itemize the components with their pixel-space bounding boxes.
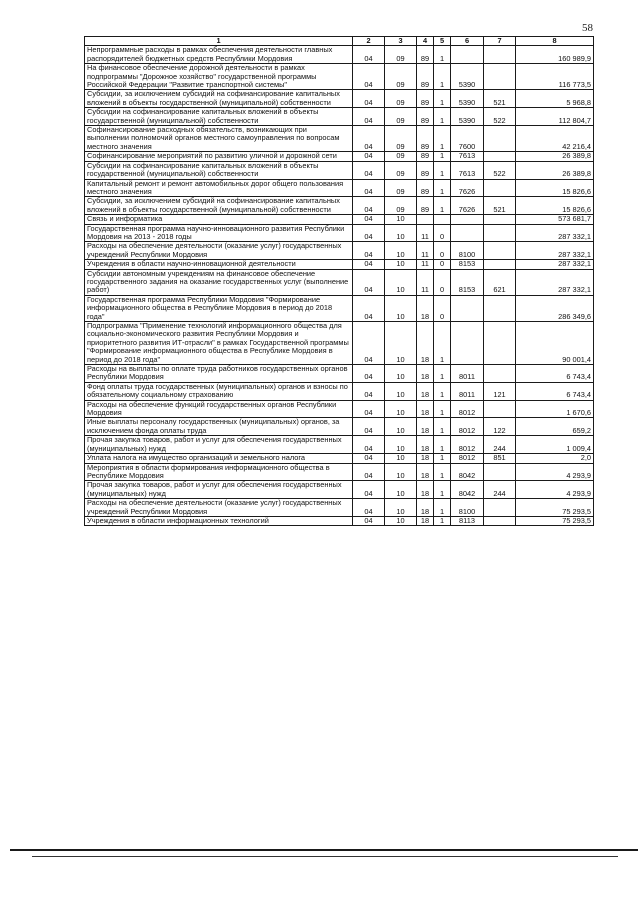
col-section-cell: 04 (353, 295, 385, 321)
table-row (85, 516, 594, 525)
col-program-cell: 18 (417, 454, 434, 463)
col-expense-type-cell (484, 322, 516, 365)
col-program-cell: 18 (417, 436, 434, 454)
col-name-cell: Государственная программа Республики Мордовия "Формирование информационного общества в Республике Мордовия в период до 2018 года" (85, 295, 353, 321)
col-subsection-cell: 10 (385, 516, 417, 525)
col-name-cell: Связь и информатика (85, 215, 353, 224)
col-expense-type-cell (484, 126, 516, 152)
page-number: 58 (582, 22, 593, 34)
col-name-cell: Государственная программа научно-инновационного развития Республики Мордовия на 2013 - 2018 годы (85, 224, 353, 242)
header-cell: 3 (385, 37, 417, 46)
col-target-cell: 5390 (451, 90, 484, 108)
col-amount-cell: 573 681,7 (516, 215, 594, 224)
col-target-cell: 5390 (451, 64, 484, 90)
col-subprogram-cell: 1 (434, 322, 451, 365)
col-subsection-cell: 10 (385, 365, 417, 383)
col-expense-type-cell: 121 (484, 382, 516, 400)
col-subprogram-cell: 1 (434, 418, 451, 436)
col-subsection-cell: 10 (385, 382, 417, 400)
col-program-cell: 11 (417, 224, 434, 242)
col-section-cell: 04 (353, 224, 385, 242)
table-row (85, 463, 594, 481)
col-expense-type-cell: 621 (484, 269, 516, 295)
col-expense-type-cell (484, 242, 516, 260)
col-subprogram-cell: 1 (434, 365, 451, 383)
col-name-cell: Софинансирование расходных обязательств, возникающих при выполнении полномочий органов местного самоуправления по вопросам местного значения (85, 126, 353, 152)
col-subprogram-cell: 1 (434, 108, 451, 126)
col-program-cell: 89 (417, 64, 434, 90)
col-target-cell: 8153 (451, 260, 484, 269)
col-target-cell: 8100 (451, 242, 484, 260)
table-row (85, 90, 594, 108)
col-target-cell: 8011 (451, 382, 484, 400)
col-name-cell: Расходы на обеспечение деятельности (оказание услуг) государственных учреждений Республики Мордовия (85, 499, 353, 517)
bottom-rule (10, 849, 638, 851)
col-name-cell: На финансовое обеспечение дорожной деятельности в рамках подпрограммы "Дорожное хозяйство" государственной программы Российской Федерации "Развитие транспортной системы" (85, 64, 353, 90)
col-expense-type-cell (484, 463, 516, 481)
col-name-cell: Субсидии, за исключением субсидий на софинансирование капитальных вложений в объекты государственной (муниципальной) собственности (85, 197, 353, 215)
table-header-row (85, 37, 594, 46)
col-target-cell: 8153 (451, 269, 484, 295)
col-amount-cell: 26 389,8 (516, 161, 594, 179)
header-cell: 8 (516, 37, 594, 46)
col-target-cell: 8012 (451, 418, 484, 436)
col-target-cell: 8113 (451, 516, 484, 525)
table-row (85, 481, 594, 499)
col-subprogram-cell: 1 (434, 64, 451, 90)
col-section-cell: 04 (353, 365, 385, 383)
table-row (85, 179, 594, 197)
col-amount-cell: 287 332,1 (516, 242, 594, 260)
col-subsection-cell: 10 (385, 260, 417, 269)
col-target-cell: 7600 (451, 126, 484, 152)
col-subsection-cell: 09 (385, 152, 417, 161)
col-amount-cell: 4 293,9 (516, 481, 594, 499)
col-amount-cell: 5 968,8 (516, 90, 594, 108)
col-section-cell: 04 (353, 197, 385, 215)
table-row (85, 418, 594, 436)
col-amount-cell: 287 332,1 (516, 224, 594, 242)
col-subsection-cell: 10 (385, 499, 417, 517)
col-subprogram-cell: 1 (434, 179, 451, 197)
table-row (85, 269, 594, 295)
col-expense-type-cell (484, 400, 516, 418)
col-section-cell: 04 (353, 322, 385, 365)
col-program-cell: 11 (417, 260, 434, 269)
col-expense-type-cell (484, 152, 516, 161)
col-section-cell: 04 (353, 499, 385, 517)
col-subprogram-cell: 1 (434, 152, 451, 161)
col-program-cell: 18 (417, 400, 434, 418)
table-row (85, 436, 594, 454)
col-program-cell: 11 (417, 269, 434, 295)
col-subprogram-cell: 1 (434, 400, 451, 418)
col-name-cell: Уплата налога на имущество организаций и земельного налога (85, 454, 353, 463)
col-amount-cell: 75 293,5 (516, 499, 594, 517)
col-target-cell: 8042 (451, 481, 484, 499)
table-row (85, 295, 594, 321)
col-name-cell: Субсидии на софинансирование капитальных вложений в объекты государственной (муниципальной) собственности (85, 108, 353, 126)
col-expense-type-cell: 521 (484, 197, 516, 215)
col-target-cell (451, 295, 484, 321)
col-expense-type-cell (484, 365, 516, 383)
table-row (85, 161, 594, 179)
table-row (85, 322, 594, 365)
col-subprogram-cell: 1 (434, 463, 451, 481)
col-subsection-cell: 10 (385, 215, 417, 224)
col-name-cell: Расходы на обеспечение функций государственных органов Республики Мордовия (85, 400, 353, 418)
col-subsection-cell: 10 (385, 481, 417, 499)
col-section-cell: 04 (353, 179, 385, 197)
col-subsection-cell: 09 (385, 108, 417, 126)
col-target-cell: 8012 (451, 436, 484, 454)
col-subsection-cell: 09 (385, 197, 417, 215)
table-row (85, 108, 594, 126)
col-subprogram-cell (434, 215, 451, 224)
col-name-cell: Учреждения в области научно-инновационной деятельности (85, 260, 353, 269)
col-expense-type-cell (484, 499, 516, 517)
col-amount-cell: 659,2 (516, 418, 594, 436)
col-section-cell: 04 (353, 152, 385, 161)
col-target-cell: 7626 (451, 179, 484, 197)
col-amount-cell: 112 804,7 (516, 108, 594, 126)
col-subprogram-cell: 0 (434, 260, 451, 269)
col-subprogram-cell: 1 (434, 197, 451, 215)
col-subprogram-cell: 1 (434, 161, 451, 179)
col-expense-type-cell: 522 (484, 108, 516, 126)
col-target-cell (451, 322, 484, 365)
col-amount-cell: 15 826,6 (516, 179, 594, 197)
table-row (85, 126, 594, 152)
col-target-cell: 8042 (451, 463, 484, 481)
col-subsection-cell: 09 (385, 64, 417, 90)
col-target-cell (451, 224, 484, 242)
col-subprogram-cell: 1 (434, 46, 451, 64)
col-name-cell: Субсидии на софинансирование капитальных вложений в объекты государственной (муниципальной) собственности (85, 161, 353, 179)
col-program-cell: 89 (417, 108, 434, 126)
col-subprogram-cell: 1 (434, 90, 451, 108)
col-program-cell: 89 (417, 179, 434, 197)
col-name-cell: Расходы на обеспечение деятельности (оказание услуг) государственных учреждений Республики Мордовия (85, 242, 353, 260)
col-section-cell: 04 (353, 215, 385, 224)
table-row (85, 64, 594, 90)
col-section-cell: 04 (353, 463, 385, 481)
col-name-cell: Прочая закупка товаров, работ и услуг для обеспечения государственных (муниципальных) нужд (85, 481, 353, 499)
col-section-cell: 04 (353, 269, 385, 295)
col-name-cell: Мероприятия в области формирования информационного общества в Республике Мордовия (85, 463, 353, 481)
col-subprogram-cell: 1 (434, 436, 451, 454)
col-amount-cell: 26 389,8 (516, 152, 594, 161)
col-section-cell: 04 (353, 64, 385, 90)
col-section-cell: 04 (353, 161, 385, 179)
col-target-cell: 8011 (451, 365, 484, 383)
col-program-cell: 18 (417, 382, 434, 400)
table-row (85, 382, 594, 400)
col-expense-type-cell: 851 (484, 454, 516, 463)
col-amount-cell: 6 743,4 (516, 365, 594, 383)
col-expense-type-cell (484, 179, 516, 197)
table-row (85, 152, 594, 161)
col-expense-type-cell (484, 46, 516, 64)
col-program-cell: 18 (417, 516, 434, 525)
table-row (85, 454, 594, 463)
col-section-cell: 04 (353, 242, 385, 260)
col-subsection-cell: 10 (385, 322, 417, 365)
col-amount-cell: 6 743,4 (516, 382, 594, 400)
col-amount-cell: 287 332,1 (516, 269, 594, 295)
budget-table (84, 36, 594, 526)
col-subprogram-cell: 1 (434, 382, 451, 400)
col-name-cell: Субсидии автономным учреждениям на финансовое обеспечение государственного задания на оказание государственных услуг (выполнение работ) (85, 269, 353, 295)
col-expense-type-cell (484, 260, 516, 269)
col-subsection-cell: 10 (385, 295, 417, 321)
col-amount-cell: 42 216,4 (516, 126, 594, 152)
col-program-cell: 89 (417, 90, 434, 108)
col-name-cell: Непрограммные расходы в рамках обеспечения деятельности главных распорядителей бюджетных средств Республики Мордовия (85, 46, 353, 64)
col-subsection-cell: 10 (385, 224, 417, 242)
col-expense-type-cell: 521 (484, 90, 516, 108)
col-target-cell: 7613 (451, 152, 484, 161)
col-target-cell: 8012 (451, 400, 484, 418)
col-program-cell: 18 (417, 481, 434, 499)
col-amount-cell: 4 293,9 (516, 463, 594, 481)
table-row (85, 215, 594, 224)
col-expense-type-cell (484, 516, 516, 525)
col-program-cell: 89 (417, 126, 434, 152)
table-row (85, 499, 594, 517)
col-subprogram-cell: 1 (434, 126, 451, 152)
col-section-cell: 04 (353, 126, 385, 152)
col-name-cell: Прочая закупка товаров, работ и услуг для обеспечения государственных (муниципальных) нужд (85, 436, 353, 454)
col-amount-cell: 1 670,6 (516, 400, 594, 418)
col-expense-type-cell: 244 (484, 481, 516, 499)
col-section-cell: 04 (353, 90, 385, 108)
col-subsection-cell: 09 (385, 179, 417, 197)
col-subsection-cell: 10 (385, 269, 417, 295)
col-section-cell: 04 (353, 436, 385, 454)
col-subprogram-cell: 0 (434, 269, 451, 295)
col-name-cell: Софинансирование мероприятий по развитию уличной и дорожной сети (85, 152, 353, 161)
col-target-cell (451, 46, 484, 64)
col-program-cell: 18 (417, 295, 434, 321)
header-cell: 5 (434, 37, 451, 46)
col-name-cell: Иные выплаты персоналу государственных (муниципальных) органов, за исключением фонда оплаты труда (85, 418, 353, 436)
col-section-cell: 04 (353, 46, 385, 64)
col-subsection-cell: 09 (385, 90, 417, 108)
col-name-cell: Капитальный ремонт и ремонт автомобильных дорог общего пользования местного значения (85, 179, 353, 197)
col-amount-cell: 15 826,6 (516, 197, 594, 215)
col-target-cell: 7613 (451, 161, 484, 179)
col-program-cell: 89 (417, 197, 434, 215)
col-amount-cell: 75 293,5 (516, 516, 594, 525)
col-expense-type-cell (484, 215, 516, 224)
col-section-cell: 04 (353, 516, 385, 525)
col-subprogram-cell: 0 (434, 242, 451, 260)
col-subprogram-cell: 1 (434, 516, 451, 525)
col-target-cell: 8100 (451, 499, 484, 517)
table-row (85, 46, 594, 64)
col-expense-type-cell (484, 64, 516, 90)
header-cell: 2 (353, 37, 385, 46)
table-row (85, 400, 594, 418)
col-expense-type-cell: 522 (484, 161, 516, 179)
col-amount-cell: 2,0 (516, 454, 594, 463)
col-subsection-cell: 10 (385, 242, 417, 260)
col-subprogram-cell: 1 (434, 481, 451, 499)
col-name-cell: Расходы на выплаты по оплате труда работников государственных органов Республики Мордовия (85, 365, 353, 383)
col-program-cell: 18 (417, 322, 434, 365)
col-subsection-cell: 10 (385, 454, 417, 463)
header-cell: 4 (417, 37, 434, 46)
col-amount-cell: 90 001,4 (516, 322, 594, 365)
col-subsection-cell: 09 (385, 161, 417, 179)
col-expense-type-cell (484, 295, 516, 321)
table-row (85, 224, 594, 242)
col-target-cell: 5390 (451, 108, 484, 126)
col-program-cell: 18 (417, 418, 434, 436)
col-program-cell: 11 (417, 242, 434, 260)
col-program-cell: 89 (417, 152, 434, 161)
table-row (85, 260, 594, 269)
col-subprogram-cell: 0 (434, 224, 451, 242)
col-section-cell: 04 (353, 382, 385, 400)
col-subprogram-cell: 1 (434, 499, 451, 517)
col-program-cell: 89 (417, 161, 434, 179)
col-program-cell: 18 (417, 463, 434, 481)
col-name-cell: Субсидии, за исключением субсидий на софинансирование капитальных вложений в объекты государственной (муниципальной) собственности (85, 90, 353, 108)
col-section-cell: 04 (353, 454, 385, 463)
col-amount-cell: 160 989,9 (516, 46, 594, 64)
col-section-cell: 04 (353, 481, 385, 499)
col-amount-cell: 1 009,4 (516, 436, 594, 454)
col-amount-cell: 116 773,5 (516, 64, 594, 90)
col-name-cell: Подпрограмма "Применение технологий информационного общества для социально-экономического развития Республики Мордовия и приоритетного развития ИТ-отрасли" в рамках Государственной программы "Формирование информационного общества в Республике Мордовия в период до 2018 года" (85, 322, 353, 365)
col-expense-type-cell (484, 224, 516, 242)
col-name-cell: Фонд оплаты труда государственных (муниципальных) органов и взносы по обязательному социальному страхованию (85, 382, 353, 400)
col-subsection-cell: 09 (385, 126, 417, 152)
col-target-cell: 8012 (451, 454, 484, 463)
col-name-cell: Учреждения в области информационных технологий (85, 516, 353, 525)
header-cell: 7 (484, 37, 516, 46)
col-subsection-cell: 09 (385, 46, 417, 64)
header-cell: 1 (85, 37, 353, 46)
col-section-cell: 04 (353, 108, 385, 126)
col-subsection-cell: 10 (385, 463, 417, 481)
col-program-cell: 18 (417, 499, 434, 517)
col-program-cell (417, 215, 434, 224)
col-section-cell: 04 (353, 418, 385, 436)
col-target-cell: 7626 (451, 197, 484, 215)
col-expense-type-cell: 122 (484, 418, 516, 436)
col-amount-cell: 286 349,6 (516, 295, 594, 321)
header-cell: 6 (451, 37, 484, 46)
col-subsection-cell: 10 (385, 400, 417, 418)
table-row (85, 242, 594, 260)
col-subsection-cell: 10 (385, 418, 417, 436)
col-program-cell: 18 (417, 365, 434, 383)
col-subprogram-cell: 1 (434, 454, 451, 463)
col-expense-type-cell: 244 (484, 436, 516, 454)
table-row (85, 197, 594, 215)
bottom-rule-secondary (32, 856, 618, 857)
col-subsection-cell: 10 (385, 436, 417, 454)
col-amount-cell: 287 332,1 (516, 260, 594, 269)
col-program-cell: 89 (417, 46, 434, 64)
table-row (85, 365, 594, 383)
col-section-cell: 04 (353, 400, 385, 418)
col-target-cell (451, 215, 484, 224)
col-section-cell: 04 (353, 260, 385, 269)
col-subprogram-cell: 0 (434, 295, 451, 321)
